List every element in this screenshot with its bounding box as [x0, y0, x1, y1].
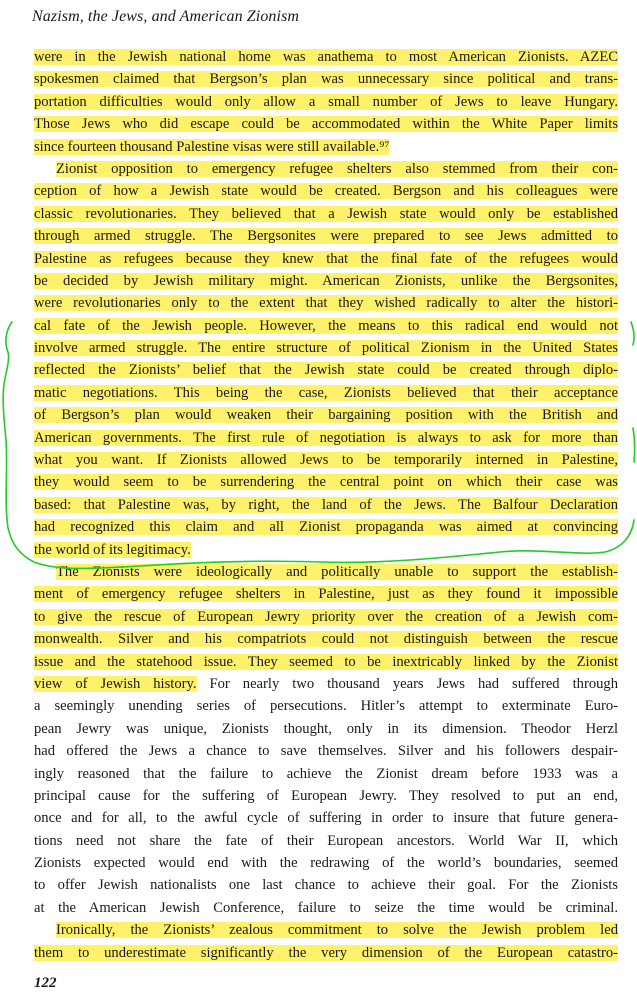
- text-line: [34, 270, 618, 292]
- text-line: [34, 695, 618, 717]
- highlighted-text: cal fate of the Jewish people. However, the means to this radical end would not: [34, 317, 618, 334]
- text-line: [34, 315, 618, 337]
- highlighted-text: be decided by Jewish military might. American Zionists, unlike the Bergsonites,: [34, 272, 618, 289]
- text-line: [34, 942, 618, 964]
- text-line: [34, 606, 618, 628]
- text-line: [34, 359, 618, 381]
- highlighted-text: Those Jews who did escape could be accommodated within the White Paper limits: [34, 116, 618, 133]
- highlighted-text: spokesmen claimed that Bergson’s plan was unnecessary since political and trans-: [34, 71, 618, 88]
- highlighted-text: Zionist opposition to emergency refugee shelters also stemmed from their con-: [56, 160, 618, 177]
- highlighted-text: portation difficulties would only allow a small number of Jews to leave Hungary.: [34, 93, 618, 110]
- highlighted-text: involve armed struggle. The entire structure of political Zionism in the United States: [34, 340, 618, 357]
- highlighted-text: ment of emergency refugee shelters in Palestine, just as they found it impossible: [34, 586, 618, 603]
- highlighted-text: The Zionists were ideologically and politically unable to support the establish-: [56, 563, 618, 580]
- page-number: 122: [34, 975, 57, 991]
- highlighted-text: matic negotiations. This being the case, Zionists believed that their acceptance: [34, 384, 618, 401]
- highlighted-text: the world of its legitimacy.: [34, 541, 191, 558]
- highlighted-text: what you want. If Zionists allowed Jews to be temporarily interned in Palestine,: [34, 452, 618, 469]
- annotation-right-stroke: [631, 322, 634, 345]
- highlighted-text: view of Jewish history.: [34, 675, 197, 692]
- text-line: [34, 180, 618, 202]
- highlighted-text: Palestine as refugees because they knew that the final fate of the refugees would: [34, 250, 618, 267]
- highlighted-text: ception of how a Jewish state would be created. Bergson and his colleagues were: [34, 183, 618, 200]
- text-line: [34, 628, 618, 650]
- highlighted-text: classic revolutionaries. They believed that a Jewish state would only be established: [34, 205, 618, 222]
- text-line: [34, 136, 618, 158]
- text-line: [34, 203, 618, 225]
- text-line: [34, 113, 618, 135]
- text-line: [34, 561, 618, 583]
- text-line: [34, 46, 618, 68]
- text-line: [34, 919, 618, 941]
- highlighted-text: of Bergson’s plan would weaken their bargaining position with the British and: [34, 407, 618, 424]
- text-line: [34, 651, 618, 673]
- text-line: [34, 740, 618, 762]
- text-line: [34, 404, 618, 426]
- text-line: [34, 673, 618, 695]
- running-head: Nazism, the Jews, and American Zionism: [32, 8, 300, 25]
- plain-text: had offered the Jews a chance to save themselves. Silver and his followers despair-: [34, 743, 618, 760]
- highlighted-text: through armed struggle. The Bergsonites were prepared to see Jews admitted to: [34, 228, 618, 245]
- text-line: [34, 382, 618, 404]
- text-line: [34, 516, 618, 538]
- text-line: [34, 785, 618, 807]
- plain-text: principal cause for the suffering of European Jewry. They resolved to put an end,: [34, 787, 618, 804]
- text-line: [34, 830, 618, 852]
- text-line: [34, 337, 618, 359]
- highlighted-text: American governments. The first rule of negotiation is always to ask for more than: [34, 429, 618, 446]
- plain-text: tions need not share the fate of their European ancestors. World War II, which: [34, 832, 618, 849]
- highlighted-text: Ironically, the Zionists’ zealous commitment to solve the Jewish problem led: [56, 922, 618, 939]
- plain-text: a seemingly unending series of persecutions. Hitler’s attempt to exterminate Euro-: [34, 698, 618, 715]
- text-line: [34, 68, 618, 90]
- text-line: [34, 449, 618, 471]
- plain-text: once and for all, to the awful cycle of suffering in order to insure that future genera-: [34, 810, 618, 827]
- text-line: [34, 471, 618, 493]
- highlighted-text: since fourteen thousand Palestine visas were still available.⁹⁷: [34, 138, 390, 155]
- plain-text: pean Jewry was unique, Zionists thought, only in its dimension. Theodor Herzl: [34, 720, 618, 737]
- text-line: [34, 225, 618, 247]
- text-line: [34, 292, 618, 314]
- plain-text: to offer Jewish nationalists one last chance to achieve their goal. For the Zionists: [34, 877, 618, 894]
- text-line: [34, 494, 618, 516]
- text-line: [34, 763, 618, 785]
- text-line: [34, 807, 618, 829]
- plain-text: Zionists expected would end with the redrawing of the world’s boundaries, seemed: [34, 855, 618, 872]
- highlighted-text: monwealth. Silver and his compatriots could not distinguish between the rescue: [34, 631, 618, 648]
- body-text: [34, 46, 618, 964]
- text-line: [34, 539, 618, 561]
- text-line: [34, 427, 618, 449]
- annotation-right-stroke-2: [633, 428, 635, 462]
- highlighted-text: issue and the statehood issue. They seemed to be inextricably linked by the Zionist: [34, 653, 618, 670]
- highlighted-text: were in the Jewish national home was anathema to most American Zionists. AZEC: [34, 49, 618, 65]
- plain-text: For nearly two thousand years Jews had suffered through: [196, 675, 618, 692]
- text-line: [34, 158, 618, 180]
- plain-text: ingly reasoned that the failure to achieve the Zionist dream before 1933 was a: [34, 765, 618, 782]
- highlighted-text: had recognized this claim and all Zionist propaganda was aimed at convincing: [34, 519, 618, 536]
- text-line: [34, 874, 618, 896]
- text-line: [34, 91, 618, 113]
- text-line: [34, 897, 618, 919]
- plain-text: at the American Jewish Conference, failure to seize the time would be criminal.: [34, 899, 618, 916]
- highlighted-text: were revolutionaries only to the extent that they wished radically to alter the histori-: [34, 295, 618, 312]
- text-line: [34, 852, 618, 874]
- highlighted-text: to give the rescue of European Jewry priority over the creation of a Jewish com-: [34, 608, 618, 625]
- highlighted-text: reflected the Zionists’ belief that the Jewish state could be created through diplo-: [34, 362, 618, 379]
- text-line: [34, 583, 618, 605]
- highlighted-text: based: that Palestine was, by right, the land of the Jews. The Balfour Declaration: [34, 496, 618, 513]
- text-line: [34, 718, 618, 740]
- highlighted-text: they would seem to be surrendering the central point on which their case was: [34, 474, 618, 491]
- highlighted-text: them to underestimate significantly the very dimension of the European catastro-: [34, 944, 618, 961]
- text-line: [34, 248, 618, 270]
